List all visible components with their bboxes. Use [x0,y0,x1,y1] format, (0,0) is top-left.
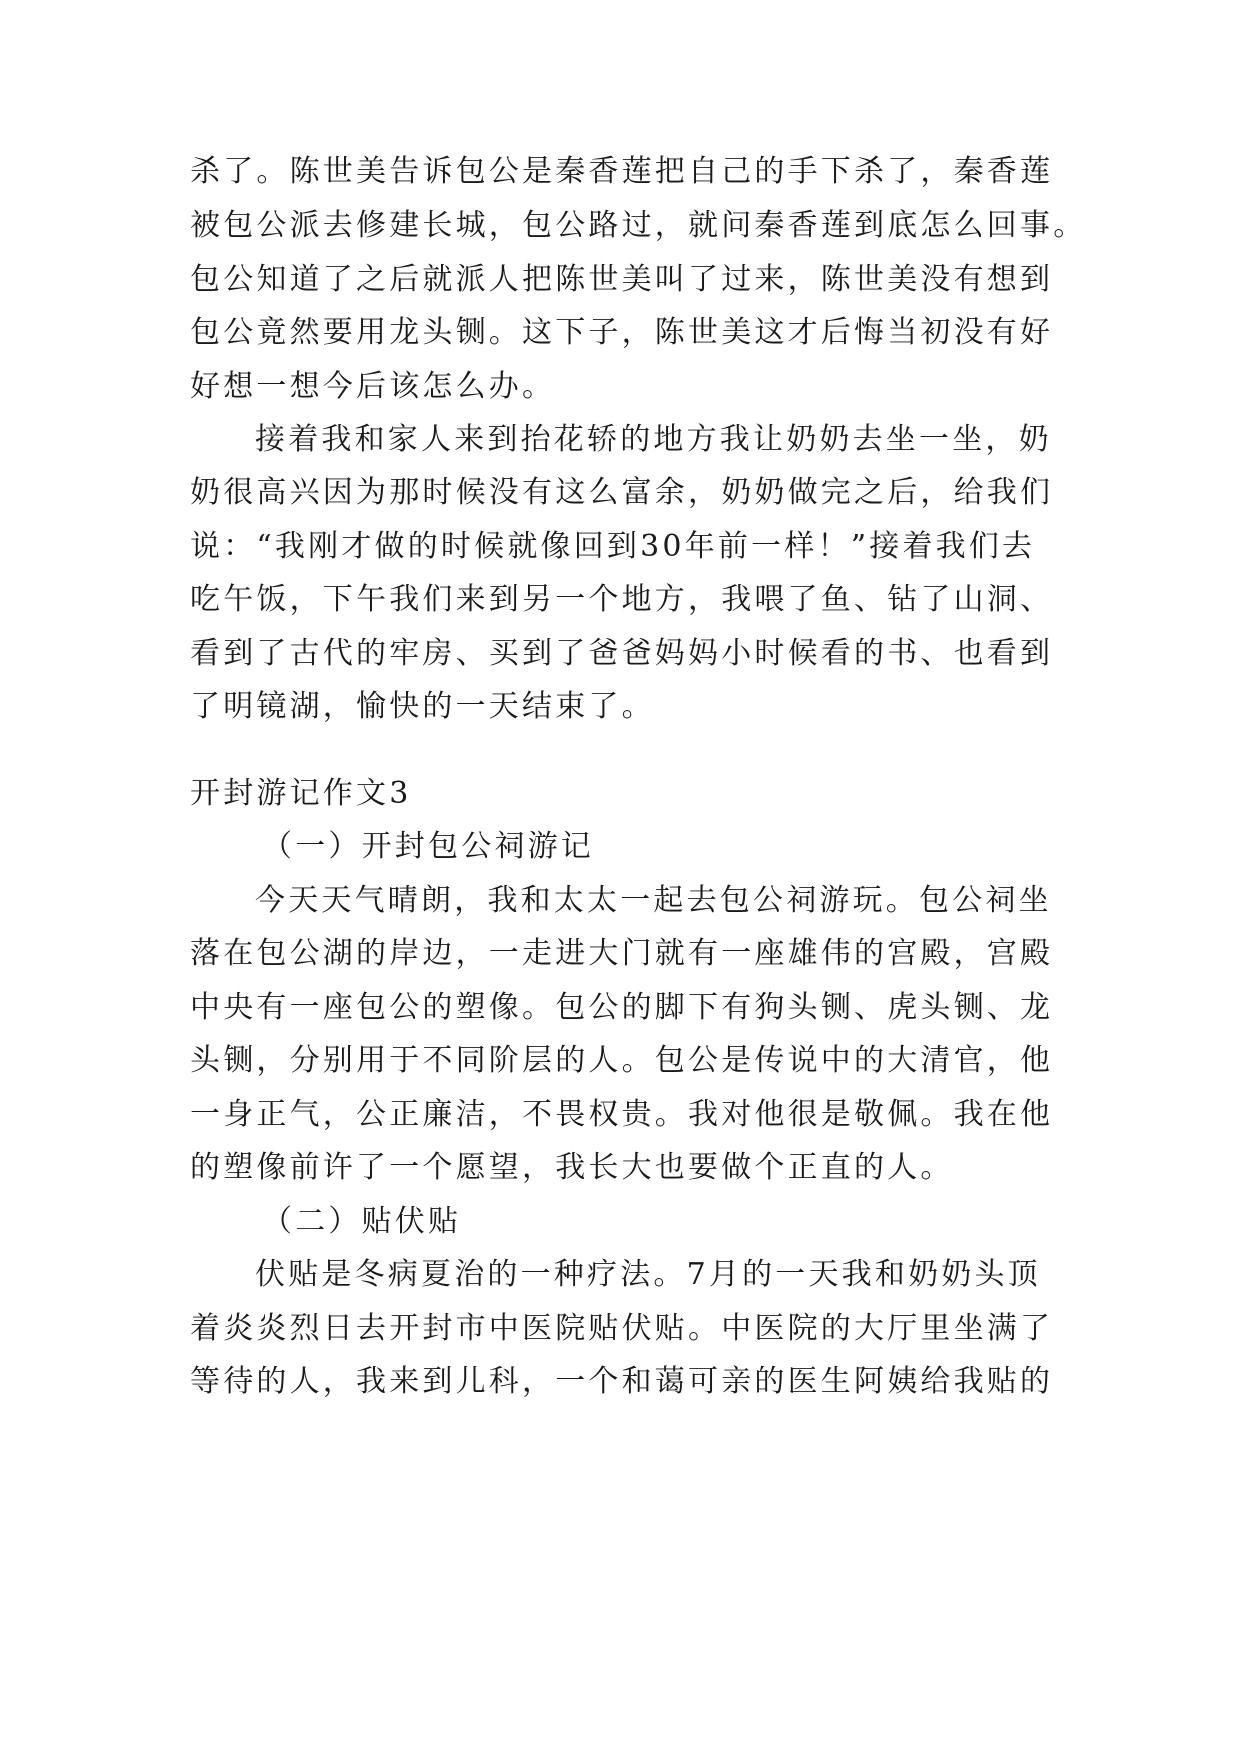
paragraph-line: 包公知道了之后就派人把陈世美叫了过来，陈世美没有想到 [190,262,1054,297]
paragraph-line: 今天天气晴朗，我和太太一起去包公祠游玩。包公祠坐 [255,883,1052,918]
paragraph-line: 包公竟然要用龙头铡。这下子，陈世美这才后悔当初没有好 [190,315,1054,350]
section-title: （二）贴伏贴 [262,1204,462,1239]
paragraph-line: 着炎炎烈日去开封市中医院贴伏贴。中医院的大厅里坐满了 [190,1311,1054,1346]
paragraph-line: 被包公派去修建长城，包公路过，就问秦香莲到底怎么回事。 [190,208,1087,243]
paragraph-line: 头铡，分别用于不同阶层的人。包公是传说中的大清官，他 [190,1043,1054,1078]
paragraph-line: 好想一想今后该怎么办。 [190,369,556,404]
paragraph-line: 伏贴是冬病夏治的一种疗法。7月的一天我和奶奶头顶 [255,1257,1041,1292]
paragraph-line: 中央有一座包公的塑像。包公的脚下有狗头铡、虎头铡、龙 [190,990,1054,1025]
paragraph-line: 奶很高兴因为那时候没有这么富余，奶奶做完之后，给我们 [190,475,1054,510]
essay-title: 开封游记作文3 [190,776,412,811]
paragraph-line: 说：“我刚才做的时候就像回到30年前一样！”接着我们去 [190,529,1036,564]
paragraph-line: 了明镜湖，愉快的一天结束了。 [190,689,655,724]
paragraph-line: 一身正气，公正廉洁，不畏权贵。我对他很是敬佩。我在他 [190,1097,1054,1132]
paragraph-line: 等待的人，我来到儿科，一个和蔼可亲的医生阿姨给我贴的 [190,1364,1054,1399]
paragraph-line: 吃午饭，下午我们来到另一个地方，我喂了鱼、钻了山洞、 [190,582,1054,617]
section-title: （一）开封包公祠游记 [262,829,594,864]
paragraph-line: 看到了古代的牢房、买到了爸爸妈妈小时候看的书、也看到 [190,636,1054,671]
paragraph-line: 接着我和家人来到抬花轿的地方我让奶奶去坐一坐，奶 [255,422,1052,457]
paragraph-line: 落在包公湖的岸边，一走进大门就有一座雄伟的宫殿，宫殿 [190,936,1054,971]
paragraph-line: 的塑像前许了一个愿望，我长大也要做个正直的人。 [190,1150,954,1185]
paragraph-line: 杀了。陈世美告诉包公是秦香莲把自己的手下杀了，秦香莲 [190,154,1054,189]
